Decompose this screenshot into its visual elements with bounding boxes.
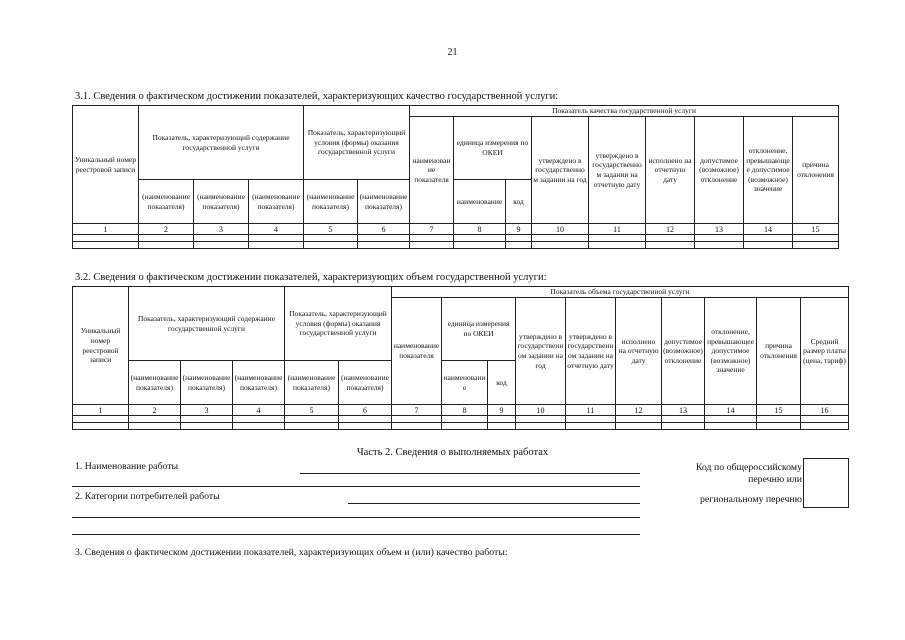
column-number: 6 (358, 224, 410, 235)
header-deviation-reason: причина отклонения (757, 298, 801, 405)
column-number: 14 (744, 224, 793, 235)
header-indicator-name: наименование показателя (410, 117, 454, 224)
header-content-group: Показатель, характеризующий содержание государственной услуги (139, 106, 304, 180)
column-number: 12 (646, 224, 695, 235)
header-sub-name-4: (наименование показателя) (304, 180, 358, 224)
code-label-line-1: Код по общероссийскому (695, 462, 802, 473)
column-number: 9 (488, 405, 516, 416)
work-name-line-2[interactable] (72, 486, 640, 487)
header-content-group: Показатель, характеризующий содержание государственной услуги (129, 287, 285, 361)
header-average-fee: Средний размер платы (цена, тариф) (801, 298, 849, 405)
header-fulfilled: исполнено на отчетную дату (616, 298, 662, 405)
column-number: 1 (73, 224, 139, 235)
column-number: 11 (566, 405, 616, 416)
column-number: 8 (454, 224, 506, 235)
header-approved-year: утверждено в государственном задании на год (516, 298, 566, 405)
table-3-1 (72, 105, 839, 249)
column-number: 2 (129, 405, 181, 416)
header-fulfilled: исполнено на отчетную дату (646, 117, 695, 224)
part-2-title: Часть 2. Сведения о выполняемых работах (356, 447, 549, 458)
column-number: 15 (793, 224, 839, 235)
column-number: 9 (506, 224, 532, 235)
column-number: 3 (181, 405, 233, 416)
column-number: 6 (339, 405, 392, 416)
header-unit-name: наименование (454, 180, 506, 224)
header-sub-name-1: (наименование показателя) (129, 361, 181, 405)
header-unit-name: наименование (442, 361, 488, 405)
header-unit-code: код (488, 361, 516, 405)
empty-data-row (73, 416, 849, 423)
column-number: 13 (695, 224, 744, 235)
column-number: 12 (616, 405, 662, 416)
header-approved-date: утверждено в государственном задании на отчетную дату (589, 117, 646, 224)
consumers-line-3[interactable] (72, 534, 640, 535)
column-number: 5 (285, 405, 339, 416)
header-indicator-group: Показатель объема государственной услуги (392, 287, 849, 298)
header-sub-name-5: (наименование показателя) (358, 180, 410, 224)
section-3-heading: 3. Сведения о фактическом достижении показателей, характеризующих объем и (или) качество работы: (75, 547, 508, 558)
header-registry: Уникальный номер реестровой записи (73, 106, 139, 224)
header-sub-name-2: (наименование показателя) (194, 180, 249, 224)
consumers-line[interactable] (348, 503, 640, 504)
header-deviation-reason: причина отклонения (793, 117, 839, 224)
empty-data-row (73, 423, 849, 430)
column-number: 16 (801, 405, 849, 416)
header-unit-code: код (506, 180, 532, 224)
section-3-2-heading: 3.2. Сведения о фактическом достижении показателей, характеризующих объем государственной услуги: (75, 272, 547, 283)
column-number: 5 (304, 224, 358, 235)
header-approved-date: утверждено в государственном задании на отчетную дату (566, 298, 616, 405)
header-conditions-group: Показатель, характеризующий условия (формы) оказания государственной услуги (285, 287, 392, 361)
code-input-box[interactable] (803, 458, 849, 508)
header-exceeding-deviation: отклонение, превышающее допустимое (возможное) значение (744, 117, 793, 224)
column-number: 3 (194, 224, 249, 235)
code-label-line-3: региональному перечню (699, 494, 802, 505)
column-numbers-row (73, 224, 839, 235)
column-numbers-row (73, 405, 849, 416)
header-sub-name-2: (наименование показателя) (181, 361, 233, 405)
table-3-2 (72, 286, 849, 430)
column-number: 8 (442, 405, 488, 416)
column-number: 7 (392, 405, 442, 416)
work-name-label: 1. Наименование работы (75, 461, 179, 472)
header-indicator-group: Показатель качества государственной услуги (410, 106, 839, 117)
header-unit-okei: единица измерения по ОКЕИ (442, 298, 516, 361)
header-allowed-deviation: допустимое (возможное) отклонение (695, 117, 744, 224)
header-sub-name-3: (наименование показателя) (233, 361, 285, 405)
column-number: 2 (139, 224, 194, 235)
header-exceeding-deviation: отклонение, превышающее допустимое (возможное) значение (705, 298, 757, 405)
page-number: 21 (447, 47, 458, 58)
column-number: 7 (410, 224, 454, 235)
header-sub-name-4: (наименование показателя) (285, 361, 339, 405)
column-number: 10 (516, 405, 566, 416)
code-label-line-2: перечню или (748, 474, 802, 485)
column-number: 4 (249, 224, 304, 235)
column-number: 13 (662, 405, 705, 416)
column-number: 10 (532, 224, 589, 235)
header-allowed-deviation: допустимое (возможное) отклонение (662, 298, 705, 405)
section-3-1-heading: 3.1. Сведения о фактическом достижении показателей, характеризующих качество государственной услуги: (75, 91, 559, 102)
column-number: 11 (589, 224, 646, 235)
consumers-label: 2. Категории потребителей работы (75, 491, 220, 502)
column-number: 1 (73, 405, 129, 416)
column-number: 14 (705, 405, 757, 416)
empty-data-row (73, 235, 839, 242)
header-sub-name-5: (наименование показателя) (339, 361, 392, 405)
consumers-line-2[interactable] (72, 517, 640, 518)
column-number: 15 (757, 405, 801, 416)
header-sub-name-3: (наименование показателя) (249, 180, 304, 224)
header-sub-name-1: (наименование показателя) (139, 180, 194, 224)
header-unit-okei: единица измерения по ОКЕИ (454, 117, 532, 180)
header-conditions-group: Показатель, характеризующий условия (формы) оказания государственной услуги (304, 106, 410, 180)
empty-data-row (73, 242, 839, 249)
work-name-line[interactable] (300, 473, 640, 474)
header-registry: Уникальный номер реестровой записи (73, 287, 129, 405)
header-indicator-name: наименование показателя (392, 298, 442, 405)
column-number: 4 (233, 405, 285, 416)
header-approved-year: утверждено в государственном задании на год (532, 117, 589, 224)
